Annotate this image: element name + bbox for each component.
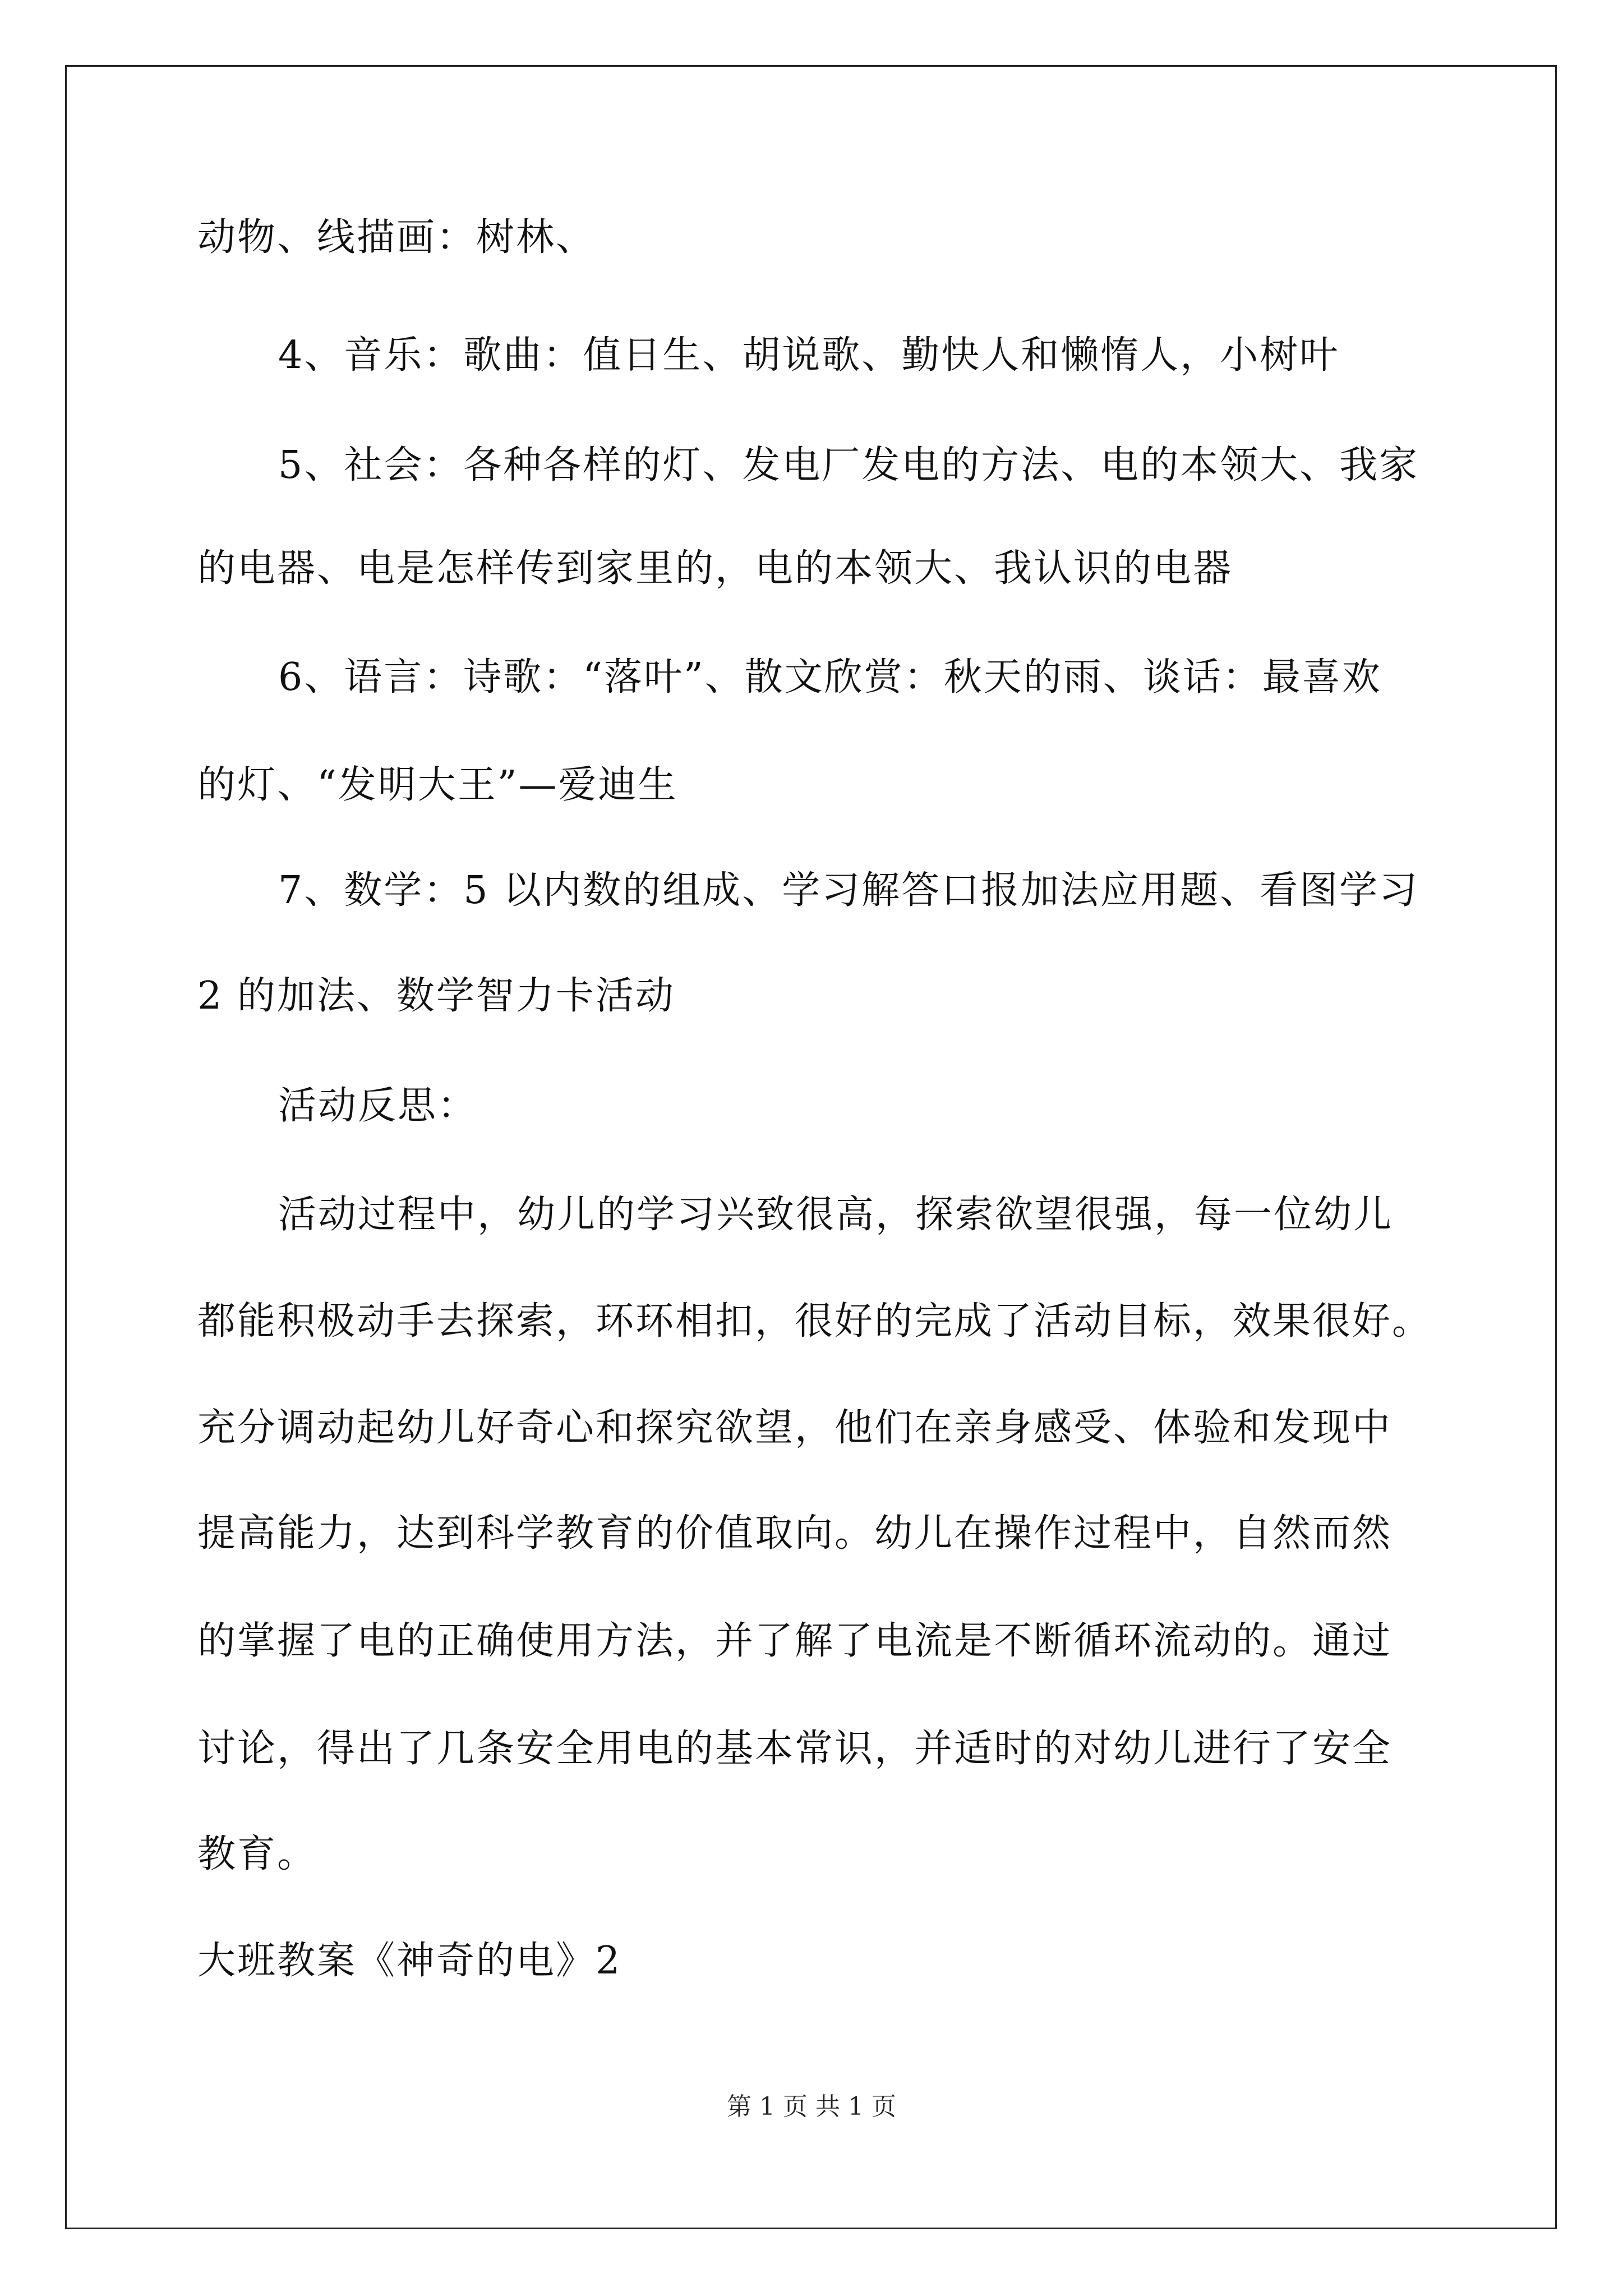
text-line: 教育。: [197, 1832, 317, 1876]
text-line: 7、数学：5 以内数的组成、学习解答口报加法应用题、看图学习: [278, 868, 1419, 913]
text-line: 动物、线描画：树林、: [197, 215, 596, 260]
text-line: 4、音乐：歌曲：值日生、胡说歌、勤快人和懒惰人，小树叶: [278, 333, 1340, 378]
text-line: 提高能力，达到科学教育的价值取向。幼儿在操作过程中，自然而然: [197, 1511, 1393, 1556]
section-heading: 活动反思：: [278, 1084, 478, 1128]
text-line: 6、语言：诗歌：“落叶”、散文欣赏：秋天的雨、谈话：最喜欢: [278, 655, 1382, 700]
page-border: [65, 65, 1557, 2229]
document-title: 大班教案《神奇的电》2: [197, 1939, 622, 1983]
text-line: 的掌握了电的正确使用方法，并了解了电流是不断循环流动的。通过: [197, 1619, 1393, 1663]
text-line: 的电器、电是怎样传到家里的，电的本领大、我认识的电器: [197, 546, 1233, 591]
text-line: 活动过程中，幼儿的学习兴致很高，探索欲望很强，每一位幼儿: [278, 1193, 1394, 1237]
text-line: 5、社会：各种各样的灯、发电厂发电的方法、电的本领大、我家: [278, 443, 1419, 487]
text-line: 充分调动起幼儿好奇心和探究欲望，他们在亲身感受、体验和发现中: [197, 1406, 1393, 1450]
text-line: 都能积极动手去探索，环环相扣，很好的完成了活动目标，效果很好。: [197, 1299, 1432, 1343]
page-number: 第 1 页 共 1 页: [727, 2092, 896, 2121]
text-line: 讨论，得出了几条安全用电的基本常识，并适时的对幼儿进行了安全: [197, 1727, 1393, 1771]
text-line: 2 的加法、数学智力卡活动: [197, 974, 675, 1018]
text-line: 的灯、“发明大王”—爱迪生: [197, 763, 678, 807]
